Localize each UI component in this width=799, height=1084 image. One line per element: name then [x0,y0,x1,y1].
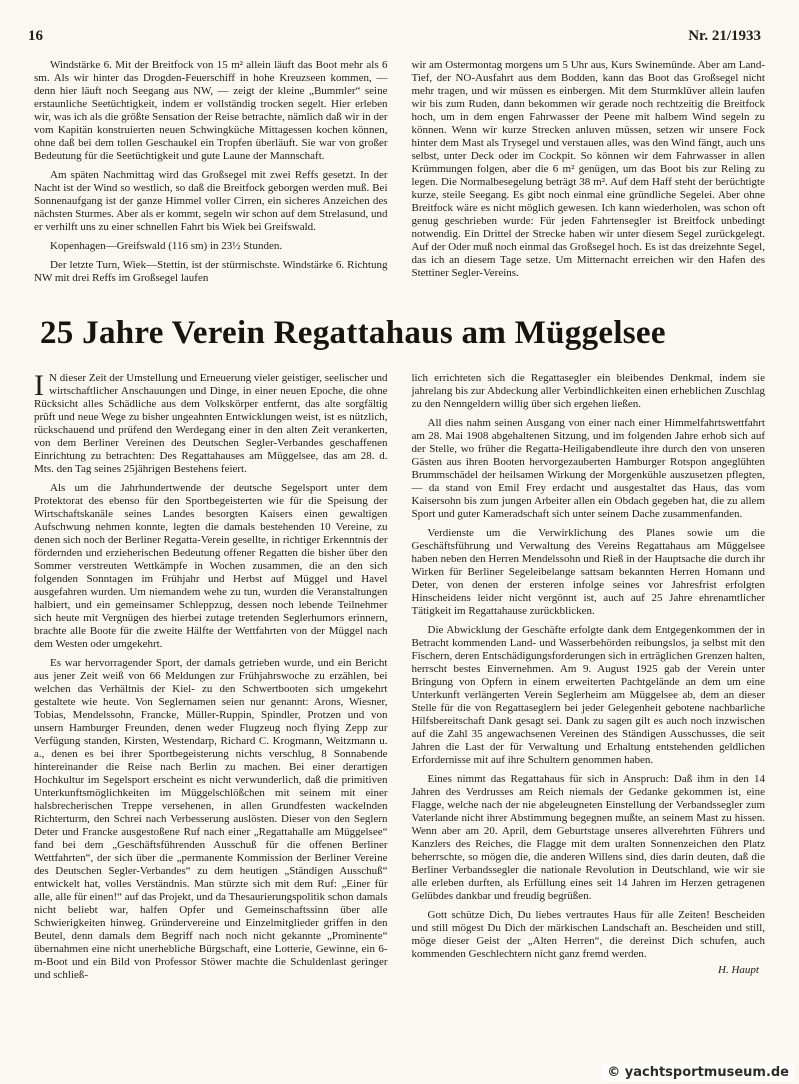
top-left-column [34,59,388,285]
main-right-paragraphs [412,372,766,961]
author-signature: H. Haupt [718,964,759,976]
paragraph: wir am Ostermontag morgens um 5 Uhr aus, Kurs Swinemünde. Aber am Land-Tief, der NO-Ausfahrt aus dem Bodden, kann das Boot das Großsegel nicht mehr tragen, und wir müssen es einbergen. Mit dem Sturmklüver allein laufen wir bis zum Ruden, dann bekommen wir gerade noch rechtzeitig die Breitfock hoch, um in dem engen Fahrwasser der Peene mit halbem Wind segeln zu können. Wenn wir kurze Strecken anluven müssen, setzen wir unsere Fock hinter dem Mast als Trysegel und verstauen alles, was den Wind fängt, auch uns selbst, unter Deck oder im Cockpit. So können wir dem Fahrwasser in allen Krümmungen folgen, aber die 6 m² genügen, um das Boot bis zur Reling zu legen. Die Normalbesegelung beträgt 38 m². Auf dem Haff steht der berüchtigte kurze, steile Seegang. Es gibt noch einmal eine gründliche Segelei. Aber ohne Breitfock wäre es nicht möglich gewesen. Ich kann wiederholen, was schon oft genug geschrieben wurde: Für jeden Fahrtensegler ist Breitfock unbedingt notwendig. Ein Drittel der Strecke haben wir unter diesem Segel zurückgelegt. Auf der Oder muß noch einmal das Großsegel hoch. Es ist das dreizehnte Segel, das ich an diesem Tage setze. Um Mitternacht erreichen wir den Hafen des Stettiner Segler-Vereins. [411,59,765,279]
paragraph: Eines nimmt das Regattahaus für sich in Anspruch: Daß ihm in den 14 Jahren des Verdrusses am Reich niemals der Gedanke gekommen ist, eine Flagge, welche nach der nie abgeleugneten Einstellung der Verbandssegler zum Vaterlande nicht ihrer Abstimmung begegnen mußte, an seinem Mast zu hissen. Wenn aber am 20. April, dem Geburtstage unseres allverehrten Führers und Kanzlers des Reiches, die Flagge mit dem uralten Sonnenzeichen den Platz beherrschte, so mögen die, die anderen Willens sind, dies darin deuten, daß die Berliner Verbandssegler die nationale Revolution in Deutschland, wie wir sie alle erleben durften, als Erfüllung eines seit 14 Jahren im Herzen getragenen Gelübdes dankbar und freudig begrüßen. [411,773,765,902]
main-left-rest [34,482,388,982]
paragraph: Als um die Jahrhundertwende der deutsche Segelsport unter dem Protektorat des ebenso für den Sportbegeisterten wie für die Speisung der Wirtschaftskanäle seines Landes besorgten Kaisers einen gewaltigen Aufschwung nehmen konnte, legten die damals bestehenden 10 Vereine, zu denen sich noch der Berliner Regatta-Verein gesellte, in richtiger Erkenntnis der fördernden und erzieherischen Bedeutung offener Regatten die bisher über den Sommer verstreuten Wettkämpfe in Wochen zusammen, die an den sich folgenden Sonntagen im Frühjahr und Herbst auf Müggel und Havel ausgefahren wurden. Um niemandem wehe zu tun, wurden die Veranstaltungen halbiert, und ein gemeinsamer Schleppzug, dessen noch lebende Teilnehmer sich heute mit Vergnügen des hierbei zutage tretenden Seglerhumors erinnern, brachte alle Boote für die zweite Hälfte der Wettfahrten von der Müggel nach dem Westen oder umgekehrt. [34,482,388,650]
drop-cap: I [34,369,44,402]
paragraph: All dies nahm seinen Ausgang von einer nach einer Himmelfahrtswettfahrt am 28. Mai 1908 abgehaltenen Sitzung, und im folgenden Jahre erhob sich auf der Stelle, wo früher die Regatta-Heiligabendleute ihre durch den von unseren Gästen aus ihren Booten hervorgezauberten Hamburger Rotspon angeglühten Brummschädel der heilsamen Wirkung der Morgenkühle auszusetzen pflegten, — da stand von Emil Frey erdacht und ausgestaltet das Haus, das vom Kaisersohn bis zum jungen Arbeiter allen ein Obdach gegeben hat, die zu allem Sport und guter Kameradschaft sich unter seinem Dache zusammenfanden. [411,417,765,520]
paragraph: Gott schütze Dich, Du liebes vertrautes Haus für alle Zeiten! Bescheiden und still mögest Du Dich der märkischen Landschaft an. Bescheiden und still, möge dieser Geist der „Alten Herren“, die dereinst Dich schufen, auch kommenden Geschlechtern nicht ganz fremd werden. [411,909,765,960]
issue-number: Nr. 21/1933 [688,28,761,44]
main-right-column [412,372,766,982]
article-headline: 25 Jahre Verein Regattahaus am Müggelsee [40,315,666,351]
paragraph: Windstärke 6. Mit der Breitfock von 15 m² allein läuft das Boot mehr als 6 sm. Als wir hinter das Drogden-Feuerschiff in hohe Kreuzseen kommen, — denn hier läuft noch Seegang aus NW, — zeigt der kleine „Bummler“ seine erstaunliche Seetüchtigkeit, indem er vollständig trocken segelt. Hier erleben wir, was ich als die größte Sensation der Reise betrachte, nämlich daß wir in der vom Kapitän konstruierten neuen Schwingküche Mittagessen kochen können, ohne daß bei dem tollen Geschaukel ein Tropfen überläuft. Sie war von großer Bedeutung für die Seetüchtigkeit und gute Laune der Mannschaft. [34,59,388,162]
paragraph: Die Abwicklung der Geschäfte erfolgte dank dem Entgegenkommen der in Betracht kommenden Land- und Wasserbehörden reibungslos, ja selbst mit den Fischern, deren Entschädigungsforderungen sich in erträglichen Grenzen halten, herrscht bestes Einvernehmen. Am 9. August 1925 gab der Verein unter Bringung von Opfern in einem erweiterten Pachtgelände an dem um eine Unterkunft verlängerten Verein Seglerheim am Müggelsee ab, dem an dieser Stelle für die von Regattaseglern bei jeder Gelegenheit gebotene nachbarliche Hilfsbereitschaft Dank gesagt sei. Dank zu sagen gilt es auch noch inzwischen auf die Zahl 35 angewachsenen Vereinen des Ständigen Ausschusses, die seit Jahren die Last der für Verwaltung und Erhaltung entstehenden geldlichen Erfordernisse mit auf ihre Schultern genommen haben. [411,624,765,766]
main-article [0,369,799,982]
top-right-column [412,59,766,285]
main-left-column [34,369,388,982]
paragraph: Es war hervorragender Sport, der damals getrieben wurde, und ein Bericht aus jener Zeit weiß von 66 Meldungen zur Frühjahrswoche zu erzählen, bei welchen das Verhältnis der Kiel- zu den Schwertbooten sich umgekehrt gestaltete wie heute. Von Seglernamen seien nur genannt: Arons, Wiesner, Tobias, Mendelssohn, Francke, Müller-Ruppin, Spindler, Protzen und von unsern Hamburger Freunden, denen weder Flugzeug noch flying Zepp zur Verfügung standen, Kirsten, Westendarp, Richard C. Krogmann, Weitzmann u. a., denen es bei ihrer Sportbegeisterung nichts verschlug, 8 Sonnabende hintereinander die Reise nach Berlin zu machen. Bei einer derartigen Hochkultur im Segelsport erscheint es nicht verwunderlich, daß die primitiven Unterkunftsmöglichkeiten im Müggelschlößchen mit seinem mit einer halsbrecherischen Treppe versehenen, in allen Grundfesten wackelnden Richterturm, den Schrei nach Verbesserung auslösten. Dieser von den Seglern Deter und Francke ausgestoßene Ruf nach einer „Regattahalle am Müggelsee“ fand bei dem „Geschäftsführenden Ausschuß für die offenen Berliner Wettfahrten“, der sich über die „permanente Kommission der Berliner Vereine des Deutschen Segler-Verbandes“ zu dem heutigen „Ständigen Ausschuß“ entwickelt hat, volles Verständnis. Man stürzte sich mit dem Ruf: „Einer für alle, alle für einen!“ auf das Projekt, und da Thesaurierungspolitik schon damals nicht beliebt war, halfen Opfer und Gemeinschaftssinn über alle Schwierigkeiten hinweg. Gründervereine und Einzelmitglieder griffen in den Beutel, denn damals dem Begriff nach noch nicht gekannte „Prominente“ übernahmen eine nicht unerhebliche Bürgschaft, eine Lotterie, Gewinne, ein 6-m-Boot und ein Bild von Professor Stöwer machte die Schuldenlast geringer und schließ- [34,657,388,981]
page-header [0,0,799,45]
paragraph: Kopenhagen—Greifswald (116 sm) in 23½ Stunden. [50,240,283,252]
paragraph: Verdienste um die Verwirklichung des Planes sowie um die Geschäftsführung und Verwaltung des Vereins Regattahaus am Müggelsee haben neben den Herren Mendelssohn und Rieß in der Hauptsache die durch ihr Wirken für Berliner Segeleibelange sattsam bekannten Herren Homann und Deter, von denen der ersteren infolge seines vor Jahresfrist erfolgten Hinscheidens leider nicht vergönnt ist, auch auf 25 Jahre ehrenamtlicher Tätigkeit im Regattahause zurückblicken. [411,527,765,617]
paragraph: Am späten Nachmittag wird das Großsegel mit zwei Reffs gesetzt. In der Nacht ist der Wind so westlich, so daß die Breitfock geborgen werden muß. Bei Sonnenaufgang ist der ganze Himmel voller Cirren, ein sicheres Anzeichen des nächsten Sturmes. Aber als er kommt, segeln wir schon auf dem Strelasund, und er verhilft uns zu einer schnellen Fahrt bis Wiek bei Greifswald. [34,169,388,233]
lead-paragraph [34,369,388,476]
top-article [0,59,799,285]
page-number: 16 [28,28,43,44]
paragraph: Der letzte Turn, Wiek—Stettin, ist der stürmischste. Windstärke 6. Richtung NW mit drei Reffs im Großsegel laufen [34,259,388,284]
paragraph: lich errichteten sich die Regattasegler ein bleibendes Denkmal, indem sie jahrelang bis zur Abdeckung aller Verbindlichkeiten einen erheblichen Zuschlag zu den Nenngeldern willig über sich ergehen ließen. [411,372,765,410]
watermark: © yachtsportmuseum.de [602,1064,794,1081]
lead-text: N dieser Zeit der Umstellung und Erneuerung vieler geistiger, seelischer und wirtschaftlicher Anschauungen und Dinge, in einer neuen Epoche, die ohne Rücksicht alles Schädliche aus dem Volkskörper entfernt, das alte sorgfältig prüft und neue Wege zu bisher ungeahnten Entwicklungen weist, ist es nützlich, rückschauend und prüfend den Werdegang einer in den alten Zeit verankerten, von dem Berliner Vereinen des Deutschen Segler-Verbandes geschaffenen Einrichtung zu betrachten: Des Regattahauses am Müggelsee, das am 28. d. Mts. den Tag seines 25jährigen Bestehens feiert. [34,372,388,475]
